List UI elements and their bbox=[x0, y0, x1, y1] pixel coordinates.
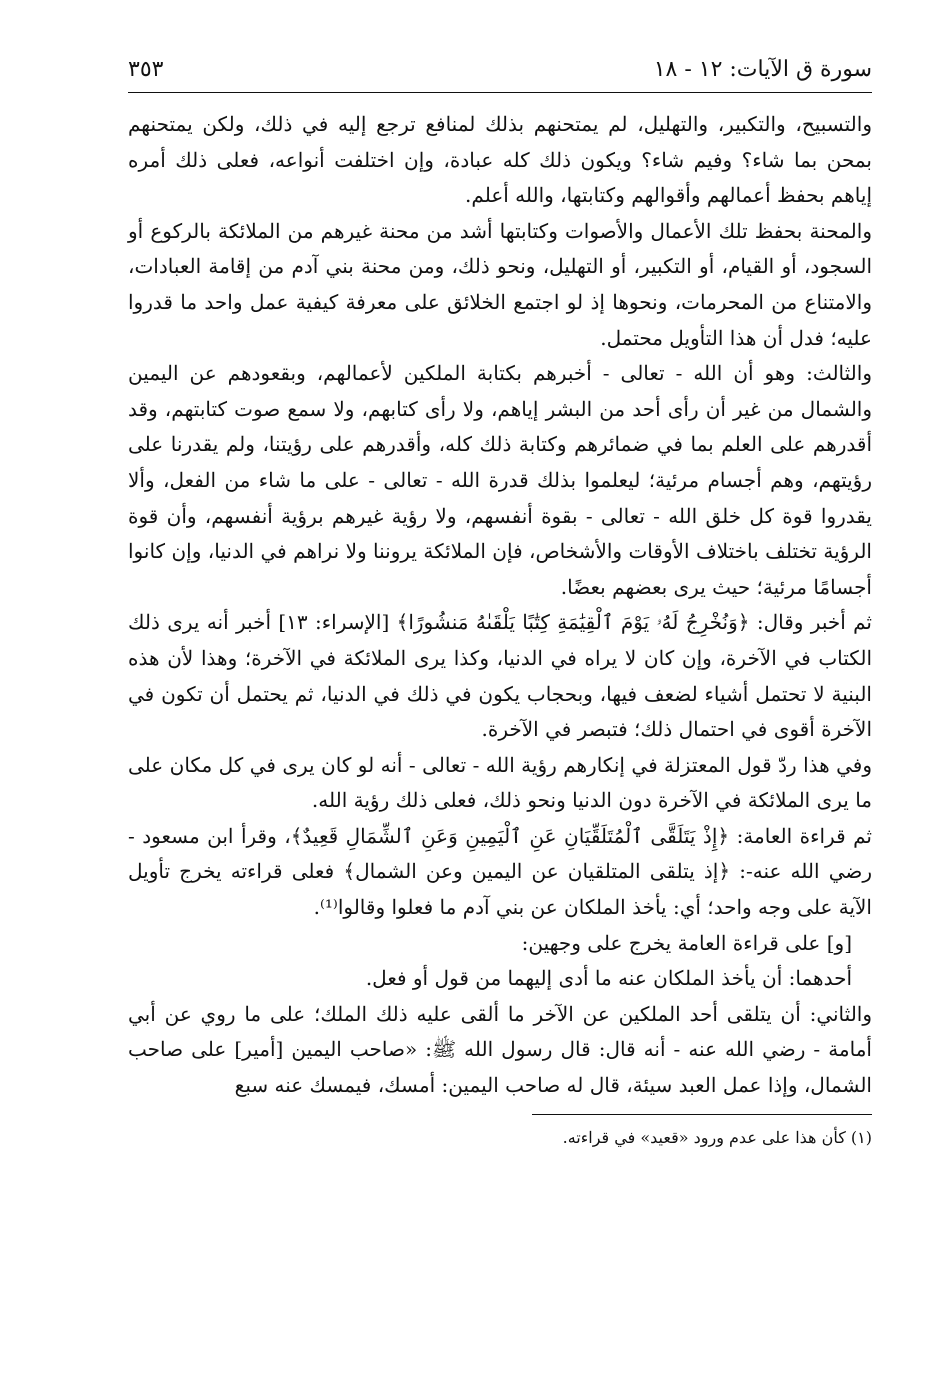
paragraph: أحدهما: أن يأخذ الملكان عنه ما أدى إليهما من قول أو فعل. bbox=[365, 966, 852, 991]
body-text bbox=[128, 107, 872, 1104]
footnote: (١) كأن هذا على عدم ورود «قعيد» في قراءته. bbox=[562, 1127, 872, 1147]
document-page bbox=[128, 52, 872, 1151]
paragraph: ثم أخبر وقال: ﴿وَنُخْرِجُ لَهُۥ يَوْمَ ٱلْقِيَٰمَةِ كِتَٰبًا يَلْقَىٰهُ مَنشُورًا﴾ [الإسراء: ١٣] أخبر أنه يرى ذلك الكتاب في الآخرة، وإن كان لا يراه في الدنيا، وكذا يرى الملائكة في الآخرة؛ وهذا لأن هذه البنية لا تحتمل أشياء لضعف فيها، وبحجاب يكون في ذلك في الدنيا، ثم يحتمل أن تكون في الآخرة أقوى في احتمال ذلك؛ فتبصر في الآخرة. bbox=[128, 610, 872, 742]
running-header bbox=[128, 52, 872, 88]
paragraph: ثم قراءة العامة: ﴿إِذْ يَتَلَقَّى ٱلْمُتَلَقِّيَانِ عَنِ ٱلْيَمِينِ وَعَنِ ٱلشِّمَالِ قَعِيدٌ﴾، وقرأ ابن مسعود - رضي الله عنه-: ﴿إذ يتلقى المتلقيان عن اليمين وعن الشمال﴾ فعلى قراءته يخرج تأويل الآية على وجه واحد؛ أي: يأخذ الملكان عن بني آدم ما فعلوا وقالوا⁽¹⁾. bbox=[128, 823, 872, 920]
paragraph: والثاني: أن يتلقى أحد الملكين عن الآخر ما ألقى عليه ذلك الملك؛ على ما روي عن أبي أمامة - رضي الله عنه - أنه قال: قال رسول الله ﷺ: «صاحب اليمين [أمير] على صاحب الشمال، وإذا عمل العبد سيئة، قال له صاحب اليمين: أمسك، فيمسك عنه سبع bbox=[128, 1001, 872, 1098]
page-number: ٣٥٣ bbox=[128, 57, 164, 82]
paragraph: والثالث: وهو أن الله - تعالى - أخبرهم بكتابة الملكين لأعمالهم، وبقعودهم عن اليمين والشمال من غير أن رأى أحد من البشر إياهم، ولا رأى كتابهم، ولا سمع صوت كتابتهم، وقد أقدرهم على العلم بما في ضمائرهم وكتابة ذلك كله، وأقدرهم على رؤيتنا، ولم يقدرنا على رؤيتهم، وهم أجسام مرئية؛ ليعلموا بذلك قدرة الله - تعالى - على ما شاء من الفعل، وألا يقدروا قوة كل خلق الله - تعالى - بقوة أنفسهم، ولا رؤية غيرهم برؤية أنفسهم، وأن قوة الرؤية تختلف باختلاف الأوقات والأشخاص، فإن الملائكة يروننا ولا نراهم في الدنيا، وإن كانوا أجسامًا مرئية؛ حيث يرى بعضهم بعضًا. bbox=[128, 361, 872, 599]
paragraph: والمحنة بحفظ تلك الأعمال والأصوات وكتابتها أشد من محنة غيرهم من الملائكة بالركوع أو السجود، أو القيام، أو التكبير، أو التهليل، ونحو ذلك، ومن محنة بني آدم من إقامة العبادات، والامتناع من المحرمات، ونحوها إذ لو اجتمع الخلائق على معرفة كيفية عمل واحد ما قدروا عليه؛ فدل أن هذا التأويل محتمل. bbox=[128, 218, 872, 350]
running-title: سورة ق الآيات: ١٢ - ١٨ bbox=[653, 57, 872, 82]
footnote-rule bbox=[532, 1114, 872, 1115]
header-rule bbox=[128, 92, 872, 93]
paragraph: والتسبيح، والتكبير، والتهليل، لم يمتحنهم بذلك لمنافع ترجع إليه في ذلك، ولكن يمتحنهم بمحن بما شاء؟ وفيم شاء؟ ويكون ذلك كله عبادة، وإن اختلفت أنواعه، فعلى ذلك أمره إياهم بحفظ أعمالهم وأقوالهم وكتابتها، والله أعلم. bbox=[128, 112, 872, 208]
paragraph: [و] على قراءة العامة يخرج على وجهين: bbox=[521, 930, 852, 955]
paragraph: وفي هذا ردّ قول المعتزلة في إنكارهم رؤية الله - تعالى - أنه لو كان يرى في كل مكان على ما يرى الملائكة في الآخرة دون الدنيا ونحو ذلك، فعلى ذلك رؤية الله. bbox=[128, 752, 872, 813]
